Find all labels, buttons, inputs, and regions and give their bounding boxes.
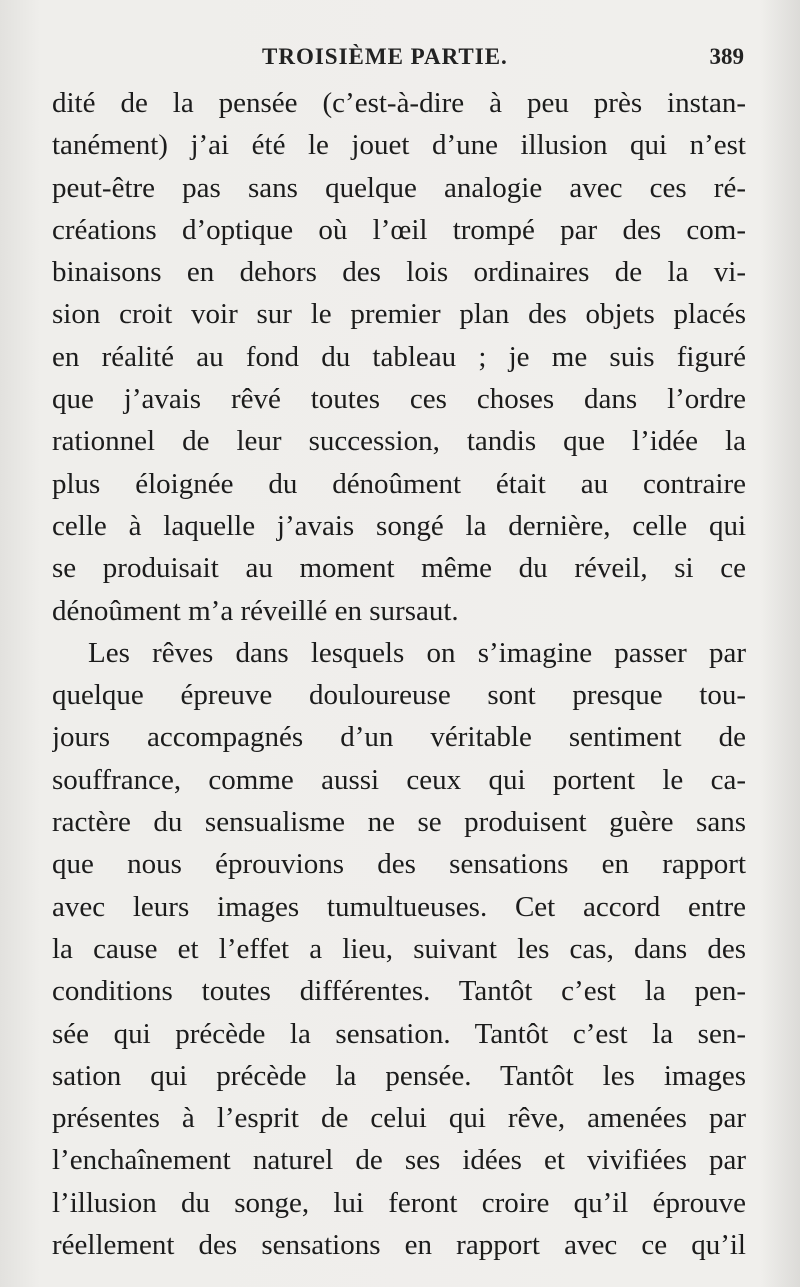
running-head (0, 42, 800, 76)
text-line: binaisons en dehors des lois ordinaires de la vi- (52, 256, 746, 289)
text-line: plus éloignée du dénoûment était au contraire (52, 467, 746, 500)
text-line: se produisait au moment même du réveil, si ce (52, 552, 746, 585)
text-line: en réalité au fond du tableau ; je me suis figuré (52, 340, 746, 373)
text-line: jours accompagnés d’un véritable sentiment de (52, 721, 746, 754)
text-line: rationnel de leur succession, tandis que l’idée la (52, 425, 746, 458)
text-line: sion croit voir sur le premier plan des objets placés (52, 298, 746, 331)
page-number: 389 (709, 44, 744, 69)
text-line: que j’avais rêvé toutes ces choses dans l’ordre (52, 383, 746, 416)
text-line: la cause et l’effet a lieu, suivant les cas, dans des (52, 932, 746, 965)
text-line: dité de la pensée (c’est-à-dire à peu près instan- (52, 87, 746, 119)
text-line: avec leurs images tumultueuses. Cet accord entre (52, 890, 746, 923)
text-line: souffrance, comme aussi ceux qui portent le ca- (52, 763, 746, 796)
paragraph-end-line: dénoûment m’a réveillé en sursaut. (52, 594, 459, 627)
body-text (52, 82, 746, 1266)
text-line: présentes à l’esprit de celui qui rêve, amenées par (52, 1102, 746, 1135)
text-line: créations d’optique où l’œil trompé par des com- (52, 213, 746, 246)
text-line: peut-être pas sans quelque analogie avec ces ré- (52, 171, 746, 204)
text-line: quelque épreuve douloureuse sont presque tou- (52, 679, 746, 712)
text-line: l’enchaînement naturel de ses idées et vivifiées par (52, 1144, 746, 1177)
paragraph-start-line: Les rêves dans lesquels on s’imagine passer par (88, 636, 746, 669)
text-line: conditions toutes différentes. Tantôt c’est la pen- (52, 975, 746, 1008)
text-line: réellement des sensations en rapport avec ce qu’il (52, 1229, 746, 1262)
running-head-title: TROISIÈME PARTIE. (262, 44, 508, 69)
text-line: sée qui précède la sensation. Tantôt c’est la sen- (52, 1017, 746, 1050)
text-line: ractère du sensualisme ne se produisent guère sans (52, 806, 746, 839)
text-line: tanément) j’ai été le jouet d’une illusion qui n’est (52, 129, 746, 162)
text-line: celle à laquelle j’avais songé la dernière, celle qui (52, 509, 746, 542)
text-line: sation qui précède la pensée. Tantôt les images (52, 1059, 746, 1092)
text-line: l’illusion du songe, lui feront croire qu’il éprouve (52, 1186, 746, 1219)
text-line: que nous éprouvions des sensations en rapport (52, 848, 746, 881)
